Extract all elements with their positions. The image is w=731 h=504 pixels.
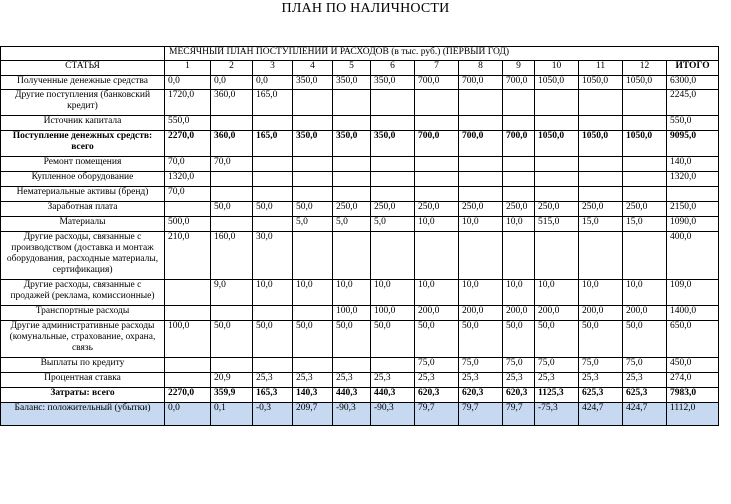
cell-value <box>293 187 333 202</box>
cell-value: -90,3 <box>333 403 371 426</box>
cell-value <box>459 90 503 116</box>
cell-value <box>415 157 459 172</box>
cell-value <box>459 157 503 172</box>
cell-value <box>253 217 293 232</box>
cell-value: 209,7 <box>293 403 333 426</box>
cell-value: 10,0 <box>535 280 579 306</box>
table-row <box>1 131 719 157</box>
cell-value <box>623 172 667 187</box>
row-label: Нематериальные активы (бренд) <box>1 187 165 202</box>
cell-value <box>333 90 371 116</box>
cell-value: 424,7 <box>623 403 667 426</box>
month-header: 4 <box>293 61 333 76</box>
cell-value <box>253 157 293 172</box>
row-label: Ремонт помещения <box>1 157 165 172</box>
cell-value <box>333 232 371 280</box>
article-header: СТАТЬЯ <box>1 61 165 76</box>
cell-value: 200,0 <box>535 306 579 321</box>
cell-value <box>333 187 371 202</box>
month-header: 12 <box>623 61 667 76</box>
row-total: 9095,0 <box>667 131 719 157</box>
cell-value <box>459 187 503 202</box>
cell-value: 5,0 <box>293 217 333 232</box>
cell-value: 350,0 <box>293 76 333 90</box>
row-label: Выплаты по кредиту <box>1 358 165 373</box>
cell-value <box>253 172 293 187</box>
cell-value: 50,0 <box>253 321 293 358</box>
cell-value: 165,0 <box>253 131 293 157</box>
cell-value: 20,9 <box>211 373 253 388</box>
table-row <box>1 172 719 187</box>
cell-value: 10,0 <box>253 280 293 306</box>
cell-value: 1125,3 <box>535 388 579 403</box>
cell-value <box>579 90 623 116</box>
cell-value <box>253 187 293 202</box>
cell-value: 625,3 <box>623 388 667 403</box>
cell-value: 100,0 <box>371 306 415 321</box>
cell-value: 50,0 <box>415 321 459 358</box>
cell-value: 25,3 <box>293 373 333 388</box>
cell-value: 75,0 <box>535 358 579 373</box>
cell-value: 200,0 <box>623 306 667 321</box>
page-title: ПЛАН ПО НАЛИЧНОСТИ <box>281 1 450 16</box>
table-row <box>1 280 719 306</box>
cell-value: 440,3 <box>333 388 371 403</box>
cell-value: 25,3 <box>333 373 371 388</box>
row-total: 109,0 <box>667 280 719 306</box>
month-header: 11 <box>579 61 623 76</box>
cell-value: 200,0 <box>415 306 459 321</box>
row-total: 274,0 <box>667 373 719 388</box>
month-header: 3 <box>253 61 293 76</box>
cell-value: 350,0 <box>371 131 415 157</box>
cell-value <box>211 217 253 232</box>
cell-value <box>415 187 459 202</box>
cell-value <box>623 90 667 116</box>
table-row <box>1 388 719 403</box>
row-label: Транспортные расходы <box>1 306 165 321</box>
row-label: Баланс: положительный (убытки) <box>1 403 165 426</box>
row-total: 450,0 <box>667 358 719 373</box>
month-header: 2 <box>211 61 253 76</box>
cell-value: 75,0 <box>579 358 623 373</box>
cell-value: 1320,0 <box>165 172 211 187</box>
row-total: 1090,0 <box>667 217 719 232</box>
cell-value: 50,0 <box>211 321 253 358</box>
cell-value: 0,0 <box>253 76 293 90</box>
cell-value: 350,0 <box>333 76 371 90</box>
cell-value: 2270,0 <box>165 131 211 157</box>
cell-value: 10,0 <box>459 280 503 306</box>
cell-value <box>623 157 667 172</box>
cell-value <box>211 306 253 321</box>
cell-value: 25,3 <box>253 373 293 388</box>
cell-value <box>165 280 211 306</box>
table-row <box>1 232 719 280</box>
row-label: Другие расходы, связанные с продажей (реклама, комиссионные) <box>1 280 165 306</box>
cell-value <box>459 232 503 280</box>
cell-value: 75,0 <box>503 358 535 373</box>
cell-value: 50,0 <box>503 321 535 358</box>
month-header: 7 <box>415 61 459 76</box>
cell-value: 1050,0 <box>623 131 667 157</box>
cell-value: 50,0 <box>459 321 503 358</box>
cell-value <box>293 306 333 321</box>
cell-value <box>459 116 503 131</box>
cell-value: 550,0 <box>165 116 211 131</box>
cell-value: -0,3 <box>253 403 293 426</box>
cell-value <box>415 172 459 187</box>
cell-value: 200,0 <box>579 306 623 321</box>
cell-value <box>459 172 503 187</box>
month-header: 6 <box>371 61 415 76</box>
cell-value: 140,3 <box>293 388 333 403</box>
cell-value: 50,0 <box>293 321 333 358</box>
cell-value <box>211 187 253 202</box>
row-total <box>667 187 719 202</box>
cell-value <box>371 116 415 131</box>
cell-value <box>503 187 535 202</box>
cell-value: 625,3 <box>579 388 623 403</box>
cell-value <box>293 232 333 280</box>
cell-value: 100,0 <box>165 321 211 358</box>
group-header: МЕСЯЧНЫЙ ПЛАН ПОСТУПЛЕНИЙ И РАСХОДОВ (в тыс. руб.) (ПЕРВЫЙ ГОД) <box>165 47 719 61</box>
month-header: 1 <box>165 61 211 76</box>
cell-value: 5,0 <box>333 217 371 232</box>
cell-value: 515,0 <box>535 217 579 232</box>
cell-value: 700,0 <box>415 131 459 157</box>
cell-value: 359,9 <box>211 388 253 403</box>
cell-value: 10,0 <box>415 217 459 232</box>
cell-value: 50,0 <box>333 321 371 358</box>
table-row <box>1 403 719 426</box>
cell-value <box>535 90 579 116</box>
table-row <box>1 157 719 172</box>
cell-value: 79,7 <box>415 403 459 426</box>
cell-value: 424,7 <box>579 403 623 426</box>
row-total: 2245,0 <box>667 90 719 116</box>
cell-value: 50,0 <box>253 202 293 217</box>
cell-value <box>211 116 253 131</box>
cell-value <box>211 172 253 187</box>
cell-value: 25,3 <box>535 373 579 388</box>
row-label: Другие административные расходы (комунальные, страхование, охрана, связь <box>1 321 165 358</box>
cell-value: 50,0 <box>623 321 667 358</box>
cell-value <box>503 232 535 280</box>
cell-value <box>503 116 535 131</box>
cell-value: 700,0 <box>415 76 459 90</box>
cell-value: 25,3 <box>503 373 535 388</box>
cell-value <box>579 187 623 202</box>
cell-value: 100,0 <box>333 306 371 321</box>
cell-value <box>293 157 333 172</box>
table-row <box>1 116 719 131</box>
row-label: Процентная ставка <box>1 373 165 388</box>
table-row <box>1 321 719 358</box>
cell-value <box>165 306 211 321</box>
cell-value: 10,0 <box>293 280 333 306</box>
cell-value: 30,0 <box>253 232 293 280</box>
cell-value: 360,0 <box>211 131 253 157</box>
row-total: 650,0 <box>667 321 719 358</box>
cell-value: 1050,0 <box>535 76 579 90</box>
cell-value: 75,0 <box>415 358 459 373</box>
cell-value: 350,0 <box>333 131 371 157</box>
cell-value <box>253 306 293 321</box>
cell-value: 0,1 <box>211 403 253 426</box>
cell-value: 10,0 <box>371 280 415 306</box>
cell-value <box>535 116 579 131</box>
cell-value: 250,0 <box>333 202 371 217</box>
row-label: Затраты: всего <box>1 388 165 403</box>
cell-value: 250,0 <box>415 202 459 217</box>
cell-value <box>415 232 459 280</box>
cell-value <box>579 172 623 187</box>
cell-value: 25,3 <box>371 373 415 388</box>
row-label: Заработная плата <box>1 202 165 217</box>
cell-value <box>165 202 211 217</box>
months-header-row <box>1 61 719 76</box>
cell-value: 1050,0 <box>579 76 623 90</box>
cell-value <box>165 358 211 373</box>
cell-value: 250,0 <box>371 202 415 217</box>
cell-value: 15,0 <box>623 217 667 232</box>
cell-value: 75,0 <box>459 358 503 373</box>
cell-value: 250,0 <box>459 202 503 217</box>
cell-value: 250,0 <box>535 202 579 217</box>
row-label: Другие расходы, связанные с производством (доставка и монтаж оборудования, расходные материалы, сертификация) <box>1 232 165 280</box>
cell-value: 200,0 <box>459 306 503 321</box>
cell-value: 25,3 <box>459 373 503 388</box>
cell-value: 2270,0 <box>165 388 211 403</box>
total-header: ИТОГО <box>667 61 719 76</box>
cell-value <box>623 116 667 131</box>
cell-value: 200,0 <box>503 306 535 321</box>
cell-value: 500,0 <box>165 217 211 232</box>
cell-value: 79,7 <box>459 403 503 426</box>
row-total: 400,0 <box>667 232 719 280</box>
month-header: 9 <box>503 61 535 76</box>
cell-value: 0,0 <box>211 76 253 90</box>
cell-value <box>371 172 415 187</box>
row-total: 6300,0 <box>667 76 719 90</box>
cell-value: 1050,0 <box>535 131 579 157</box>
cell-value <box>333 358 371 373</box>
cell-value <box>333 116 371 131</box>
cell-value: 250,0 <box>503 202 535 217</box>
cell-value <box>333 157 371 172</box>
cell-value: 50,0 <box>579 321 623 358</box>
table-row <box>1 217 719 232</box>
row-total: 1320,0 <box>667 172 719 187</box>
cell-value: 700,0 <box>503 131 535 157</box>
cell-value: 250,0 <box>623 202 667 217</box>
cell-value: 15,0 <box>579 217 623 232</box>
cell-value: 70,0 <box>211 157 253 172</box>
month-header: 10 <box>535 61 579 76</box>
group-header-row <box>1 47 719 61</box>
cell-value <box>371 90 415 116</box>
cell-value <box>623 187 667 202</box>
cell-value: 440,3 <box>371 388 415 403</box>
row-label: Материалы <box>1 217 165 232</box>
table-row <box>1 306 719 321</box>
row-total: 2150,0 <box>667 202 719 217</box>
table-row <box>1 202 719 217</box>
cell-value: 10,0 <box>503 217 535 232</box>
cell-value <box>293 90 333 116</box>
cell-value: 10,0 <box>459 217 503 232</box>
header-corner <box>1 47 165 61</box>
cell-value: 165,0 <box>253 90 293 116</box>
row-total: 1112,0 <box>667 403 719 426</box>
cell-value <box>333 172 371 187</box>
cell-value: 1050,0 <box>579 131 623 157</box>
cell-value <box>211 358 253 373</box>
cell-value: 10,0 <box>579 280 623 306</box>
cell-value: 25,3 <box>579 373 623 388</box>
cell-value: 50,0 <box>535 321 579 358</box>
cell-value: 5,0 <box>371 217 415 232</box>
row-total: 1400,0 <box>667 306 719 321</box>
cell-value: 1720,0 <box>165 90 211 116</box>
cell-value <box>293 116 333 131</box>
cell-value: 50,0 <box>371 321 415 358</box>
cell-value <box>579 157 623 172</box>
table-row <box>1 358 719 373</box>
cell-value: 50,0 <box>211 202 253 217</box>
cell-value: 25,3 <box>623 373 667 388</box>
cell-value: 350,0 <box>293 131 333 157</box>
cell-value <box>371 358 415 373</box>
cell-value <box>371 157 415 172</box>
cell-value <box>293 358 333 373</box>
cell-value: 160,0 <box>211 232 253 280</box>
row-label: Другие поступления (банковский кредит) <box>1 90 165 116</box>
cell-value: 0,0 <box>165 403 211 426</box>
cell-value: 70,0 <box>165 157 211 172</box>
cash-plan-table <box>0 46 719 426</box>
cell-value <box>253 116 293 131</box>
table-row <box>1 76 719 90</box>
cell-value <box>579 116 623 131</box>
row-label: Полученные денежные средства <box>1 76 165 90</box>
cell-value: 10,0 <box>415 280 459 306</box>
row-total: 7983,0 <box>667 388 719 403</box>
cell-value <box>503 90 535 116</box>
cell-value <box>253 358 293 373</box>
cell-value: 1050,0 <box>623 76 667 90</box>
row-total: 550,0 <box>667 116 719 131</box>
month-header: 8 <box>459 61 503 76</box>
table-row <box>1 90 719 116</box>
table-row <box>1 373 719 388</box>
cell-value <box>535 187 579 202</box>
cell-value: 25,3 <box>415 373 459 388</box>
cell-value: 75,0 <box>623 358 667 373</box>
cell-value <box>165 373 211 388</box>
cell-value: 10,0 <box>333 280 371 306</box>
cell-value <box>535 157 579 172</box>
cell-value <box>503 172 535 187</box>
cell-value: 50,0 <box>293 202 333 217</box>
table-row <box>1 187 719 202</box>
cell-value <box>415 116 459 131</box>
cell-value: 0,0 <box>165 76 211 90</box>
cell-value: -75,3 <box>535 403 579 426</box>
row-label: Источник капитала <box>1 116 165 131</box>
cell-value: 700,0 <box>459 131 503 157</box>
cell-value: 210,0 <box>165 232 211 280</box>
cell-value <box>503 157 535 172</box>
cell-value: 700,0 <box>459 76 503 90</box>
cell-value: 70,0 <box>165 187 211 202</box>
cell-value: 700,0 <box>503 76 535 90</box>
cell-value: 360,0 <box>211 90 253 116</box>
cell-value: -90,3 <box>371 403 415 426</box>
cell-value: 620,3 <box>503 388 535 403</box>
row-total: 140,0 <box>667 157 719 172</box>
cell-value <box>623 232 667 280</box>
month-header: 5 <box>333 61 371 76</box>
cell-value: 10,0 <box>623 280 667 306</box>
row-label: Поступление денежных средств: всего <box>1 131 165 157</box>
cell-value <box>535 172 579 187</box>
cell-value: 10,0 <box>503 280 535 306</box>
cell-value: 79,7 <box>503 403 535 426</box>
cell-value: 350,0 <box>371 76 415 90</box>
cell-value <box>371 187 415 202</box>
cell-value <box>579 232 623 280</box>
cell-value <box>293 172 333 187</box>
cell-value <box>371 232 415 280</box>
row-label: Купленное оборудование <box>1 172 165 187</box>
cell-value <box>535 232 579 280</box>
cell-value: 250,0 <box>579 202 623 217</box>
cell-value: 620,3 <box>459 388 503 403</box>
cell-value: 165,3 <box>253 388 293 403</box>
cell-value: 9,0 <box>211 280 253 306</box>
cell-value: 620,3 <box>415 388 459 403</box>
cell-value <box>415 90 459 116</box>
